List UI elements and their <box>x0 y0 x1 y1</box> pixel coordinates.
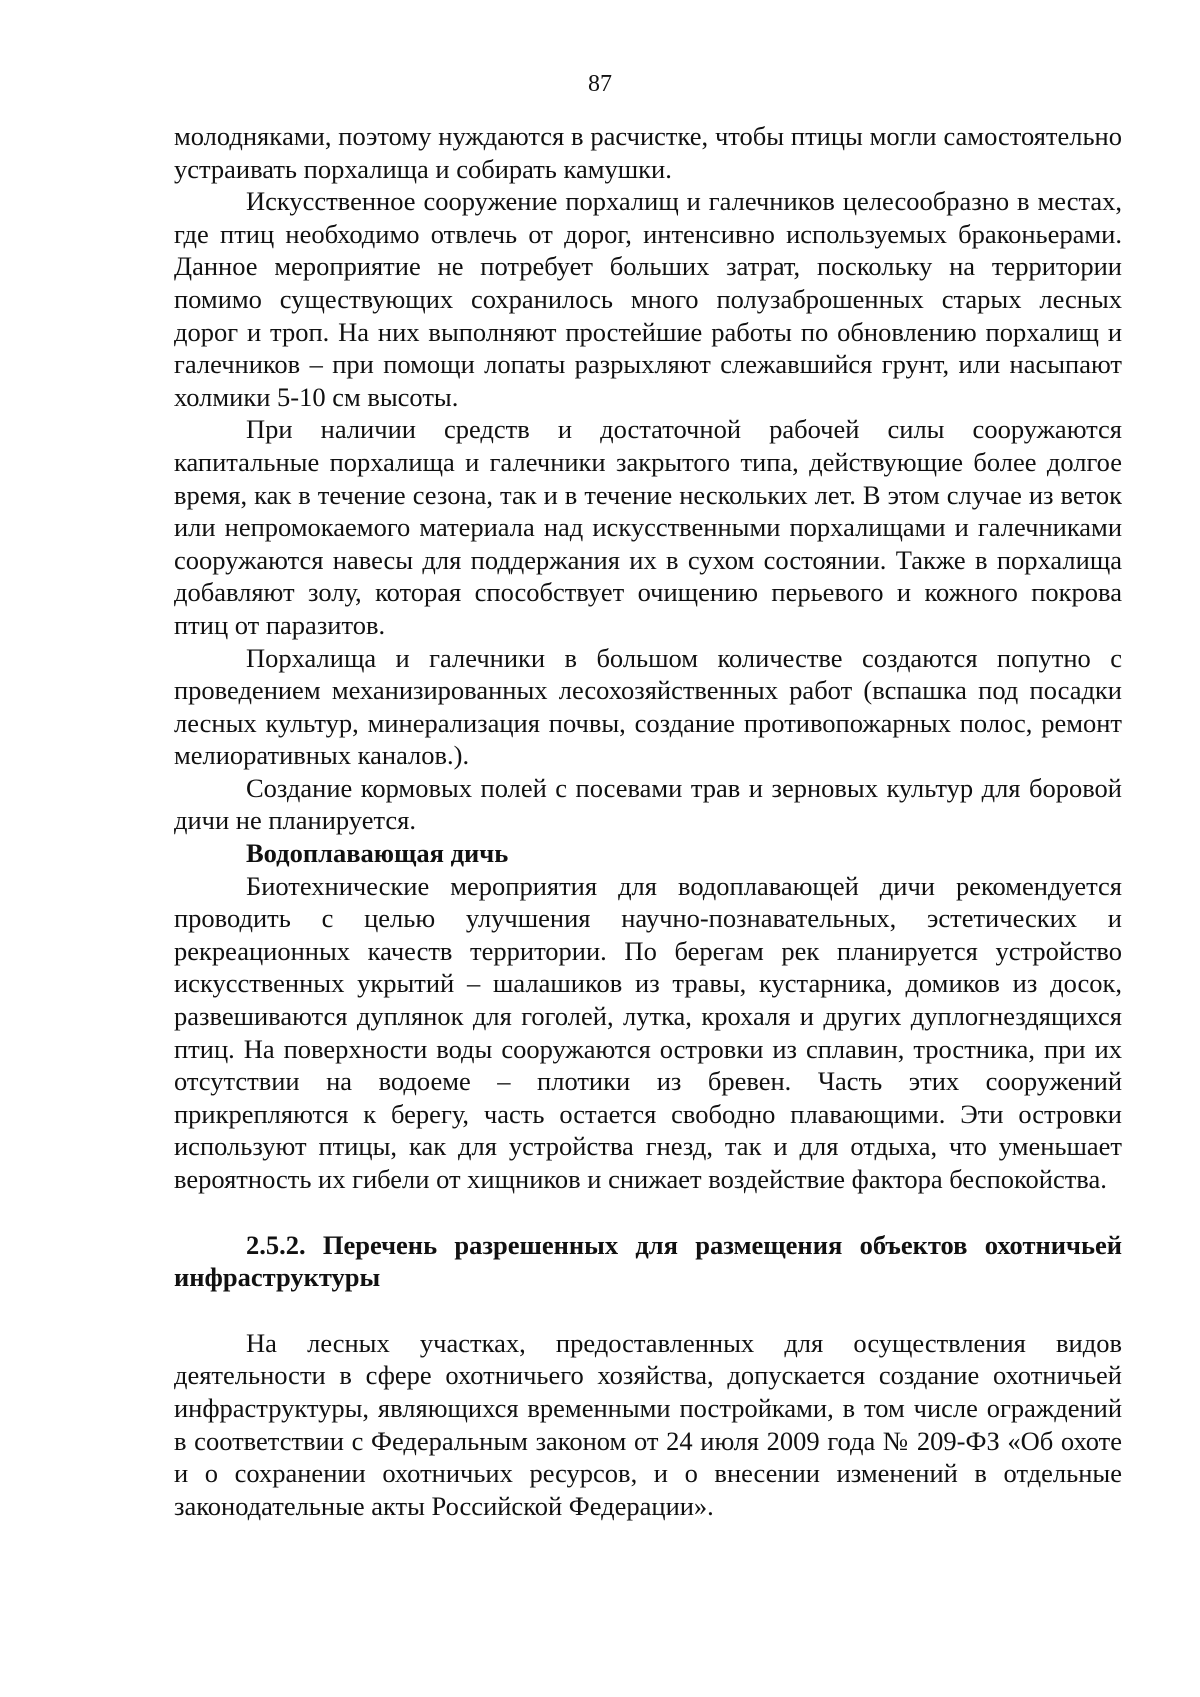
page-number: 87 <box>588 71 612 97</box>
document-body <box>174 120 1122 1522</box>
paragraph-waterfowl-measures: Биотехнические мероприятия для водоплавающей дичи рекомендуется проводить с целью улучшения научно-познавательных, эстетических и рекреационных качеств территории. По берегам рек планируется устройство искусственных укрытий – шалашиков из травы, кустарника, домиков из досок, развешиваются дуплянок для гоголей, лутка, крохаля и других дуплогнездящихся птиц. На поверхности воды сооружаются островки из сплавин, тростника, при их отсутствии на водоеме – плотики из бревен. Часть этих сооружений прикрепляются к берегу, часть остается свободно плавающими. Эти островки используют птицы, как для устройства гнезд, так и для отдыха, что уменьшает вероятность их гибели от хищников и снижает воздействие фактора беспокойства. <box>174 870 1122 1194</box>
paragraph-hunting-infrastructure: На лесных участках, предоставленных для осуществления видов деятельности в сфере охотничьего хозяйства, допускается создание охотничьей инфраструктуры, являющихся временными постройками, в том числе ограждений в соответствии с Федеральным законом от 24 июля 2009 года № 209-ФЗ «Об охоте и о сохранении охотничьих ресурсов, и о внесении изменений в отдельные законодательные акты Российской Федерации». <box>174 1327 1122 1521</box>
section-title: 2.5.2. Перечень разрешенных для размещения объектов охотничьей инфраструктуры <box>174 1229 1122 1293</box>
subheading-waterfowl: Водоплавающая дичь <box>246 838 509 869</box>
paragraph-artificial-dust-baths: Искусственное сооружение порхалищ и галечников целесообразно в местах, где птиц необходимо отвлечь от дорог, интенсивно используемых браконьерами. Данное мероприятие не потребует больших затрат, поскольку на территории помимо существующих сохранилось много полузаброшенных старых лесных дорог и троп. На них выполняют простейшие работы по обновлению порхалищ и галечников – при помощи лопаты разрыхляют слежавшийся грунт, или насыпают холмики 5-10 см высоты. <box>174 186 1122 412</box>
section-spacer <box>174 1294 1122 1327</box>
paragraph-capital-dust-baths: При наличии средств и достаточной рабочей силы сооружаются капитальные порхалища и галечники закрытого типа, действующие более долгое время, как в течение сезона, так и в течение нескольких лет. В этом случае из веток или непромокаемого материала над искусственными порхалищами и галечниками сооружаются навесы для поддержания их в сухом состоянии. Также в порхалища добавляют золу, которая способствует очищению перьевого и кожного покрова птиц от паразитов. <box>174 414 1122 640</box>
paragraph-feeding-fields: Создание кормовых полей с посевами трав и зерновых культур для боровой дичи не планируется. <box>174 772 1122 836</box>
paragraph-forestry-works: Порхалища и галечники в большом количестве создаются попутно с проведением механизированных лесохозяйственных работ (вспашка под посадки лесных культур, минерализация почвы, создание противопожарных полос, ремонт мелиоративных каналов.). <box>174 642 1122 771</box>
paragraph-continuation: молоднякaми, поэтому нуждаются в расчистке, чтобы птицы могли самостоятельно устраивать порхалища и собирать камушки. <box>174 121 1122 184</box>
